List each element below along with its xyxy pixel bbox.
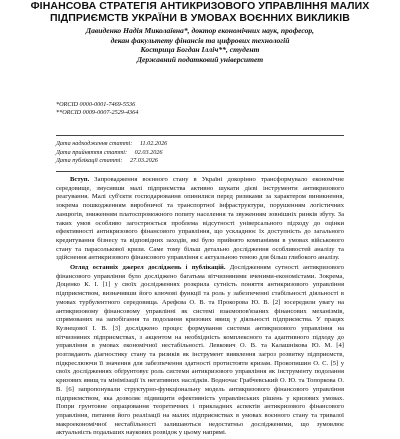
university-line: Державний податковий університет <box>136 54 264 64</box>
intro-heading: Вступ. <box>70 176 90 183</box>
review-paragraph <box>56 264 344 438</box>
date-published-label: Дата публікації статті: <box>56 157 123 165</box>
date-received-label: Дата надходження статті: <box>56 140 133 147</box>
date-received-value: 11.02.2026 <box>139 140 168 147</box>
author-line-2: Кострица Богдан Ілліч**, студент <box>140 45 260 54</box>
date-accepted-label: Дата прийняття статті: <box>56 148 128 156</box>
date-published-value: 27.03.2026 <box>130 157 158 165</box>
intro-paragraph <box>56 176 344 263</box>
article-title: ФІНАНСОВА СТРАТЕГІЯ АНТИКРИЗОВОГО УПРАВЛІННЯ МАЛИХ ПІДПРИЄМСТВ УКРАЇНИ В УМОВАХ ВОЄННИХ ВИКЛИКІВ <box>30 0 370 24</box>
review-heading: Огляд останніх джерел досліджень і публікацій. <box>70 264 226 272</box>
date-accepted-row <box>56 149 167 158</box>
author-affiliation-line: декан факультету фінансів та цифрових технологій <box>110 35 290 45</box>
intro-text: Запровадження воєнного стану в Україні докорінно трансформувало економічне середовище, змусивши малі підприємства активно шукати дієві інструменти антикризового реагування. Малі суб'єкти господарювання опинилися перед ризиками за характером виникнення, зокрема пошкодженням виробничої та транспортної інфраструктури, порушенням логістичних ланцюгів, зниженням платоспроможного попиту населення та звуженням зовнішніх ринків збуту. За таких умов особливо загострюється проблема відсутності універсального підходу до оцінки ефективності антикризового фінансового управління, що ускладнює їх доступність до загального кредитування бізнесу та відповідних заходів, які було прийнято компаніями в умовах військового стану та парасолькової кризи. Саме тому більш детально дослідження особливостей аналізу та здійснення антикризового фінансового управління є актуальною темою для більш глибокого аналізу. <box>56 176 344 262</box>
date-accepted-value: 02.03.2026 <box>134 148 163 156</box>
date-received-row <box>56 140 167 149</box>
author-line-1: Давиденко Надія Миколаївна*, доктор економічних наук, професор, <box>85 26 315 35</box>
top-divider <box>56 135 344 136</box>
date-published-row <box>56 157 167 166</box>
orcid-block <box>56 101 138 118</box>
article-dates <box>56 140 167 166</box>
orcid-1: *ORCID 0000-0001-7469-5536 <box>56 101 136 108</box>
review-text: Дослідженням сутності антикризового фінансового управління було досліджено багатьма вітчизняними вченими-економістами. Зокрема, Доценко К. І. [1] у своїх дослідженнях розкрила сутність поняття антикризового управління підприємством, визначивши його ключові функції та роль у забезпеченні стабільності діяльності в умовах турбулентного середовища. Арефєва О. В. та Прокорова Ю. В. [2] зосередили увагу на антикризовому фінансовому управлінні як системі взаємопов'язаних фінансових механізмів, спрямованих на запобігання та подолання кризових явищ у діяльності підприємства. У працях Кузнецової І. В. [3] досліджено процес формування системи антикризового управління на вітчизняних підприємствах, з акцентом на необхідність комплексного та адаптивного підходу до управління в умовах економічної нестабільності. Левкович О. В. та Калашнікова Ю. М. [4] розглядають діагностику стану та ризиків як інструмент виявлення загроз розвитку підприємств, підкреслюючи її значення для забезпечення здатності протистояти кризам. Прокопишин О. С. [5] у своїх дослідженнях обґрунтовує роль системи антикризового управління як інструменту подолання кризових явищ та мінімізації їх негативних наслідків. Водночас Грабчевський О. Ю. та Топоркова О. В. [6] запропонували структурно-функціональну модель антикризового фінансового управління підприємством, яка дозволяє підвищити ефективність управлінських рішень у кризових умовах. Попри грунтовне опрацювання теоретичних і прикладних аспектів антикризового фінансового управління, питання його реалізації на малих підприємствах в умовах воєнного стану та тривалої макроекономічної нестабільності залишаються недостатньо дослідженими, що зумовлює актуальність подальших наукових розвідок у цьому напрямі. <box>56 264 344 437</box>
author-block <box>40 26 360 64</box>
orcid-2: **ORCID 0009-0007-2529-4364 <box>56 109 139 117</box>
bottom-divider <box>56 171 344 172</box>
